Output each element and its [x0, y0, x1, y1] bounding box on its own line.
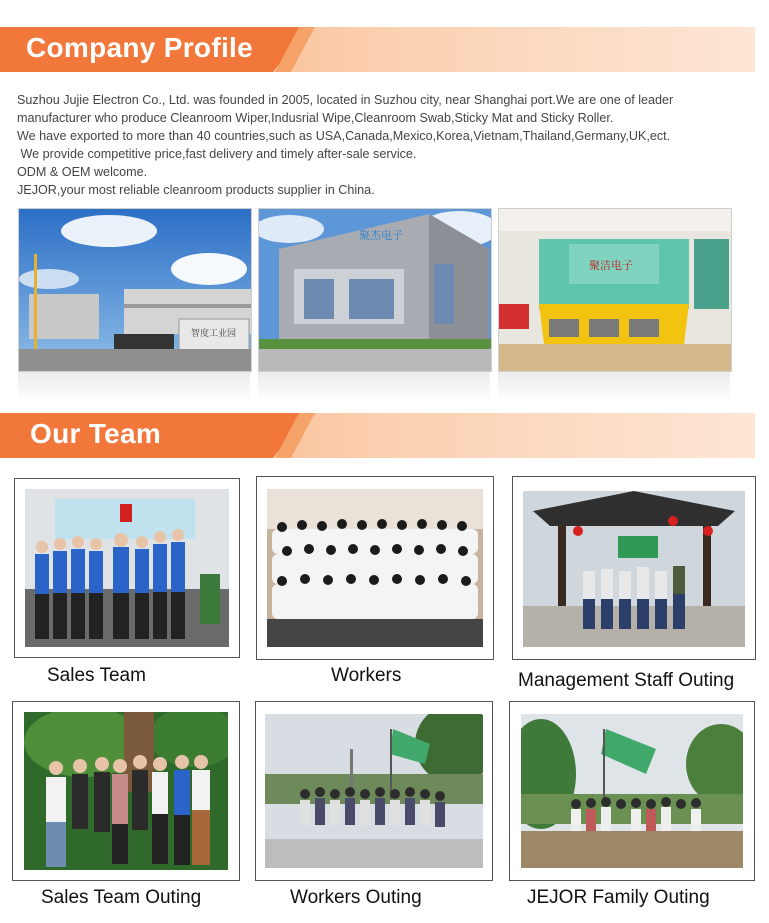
sales-team-outing-caption: Sales Team Outing	[41, 887, 202, 908]
factory-building-photo	[258, 208, 492, 372]
sales-team-outing-photo	[12, 701, 240, 881]
intro-line: Suzhou Jujie Electron Co., Ltd. was founded in 2005, located in Suzhou city, near Shanghai port.We are one of leader	[17, 93, 674, 107]
company-profile-heading: Company Profile	[26, 32, 253, 63]
company-profile-banner	[0, 27, 755, 72]
sales-team-caption: Sales Team	[47, 665, 146, 686]
intro-line: manufacturer who produce Cleanroom Wiper,Indusrial Wipe,Cleanroom Swab,Sticky Mat and Sticky Roller.	[17, 111, 614, 125]
management-staff-outing-photo	[512, 476, 756, 660]
intro-line: We provide competitive price,fast delivery and timely after-sale service.	[17, 147, 417, 161]
workers-photo	[256, 476, 494, 660]
our-team-banner	[0, 413, 755, 458]
our-team-heading: Our Team	[30, 418, 162, 449]
company-intro	[17, 91, 757, 199]
photo-reflection	[258, 372, 490, 402]
park-sign-text: 智度工业园	[191, 329, 237, 339]
building-sign-text: 聚杰电子	[359, 229, 403, 242]
intro-line: We have exported to more than 40 countries,such as USA,Canada,Mexico,Korea,Vietnam,Thailand,Germany,UK,ect.	[17, 129, 671, 143]
jejor-family-outing-caption: JEJOR Family Outing	[527, 887, 710, 908]
workers-outing-photo	[255, 701, 493, 881]
reception-lobby-photo	[498, 208, 732, 372]
photo-reflection	[18, 372, 250, 402]
industrial-park-photo	[18, 208, 252, 372]
lobby-sign-text: 聚洁电子	[589, 259, 633, 272]
sales-team-photo	[14, 478, 240, 658]
management-staff-outing-caption: Management Staff Outing	[518, 670, 735, 691]
workers-outing-caption: Workers Outing	[290, 887, 422, 908]
workers-caption: Workers	[331, 665, 402, 686]
intro-line: JEJOR,your most reliable cleanroom products supplier in China.	[17, 183, 375, 197]
intro-line: ODM & OEM welcome.	[17, 165, 148, 179]
jejor-family-outing-photo	[509, 701, 755, 881]
photo-reflection	[498, 372, 730, 402]
